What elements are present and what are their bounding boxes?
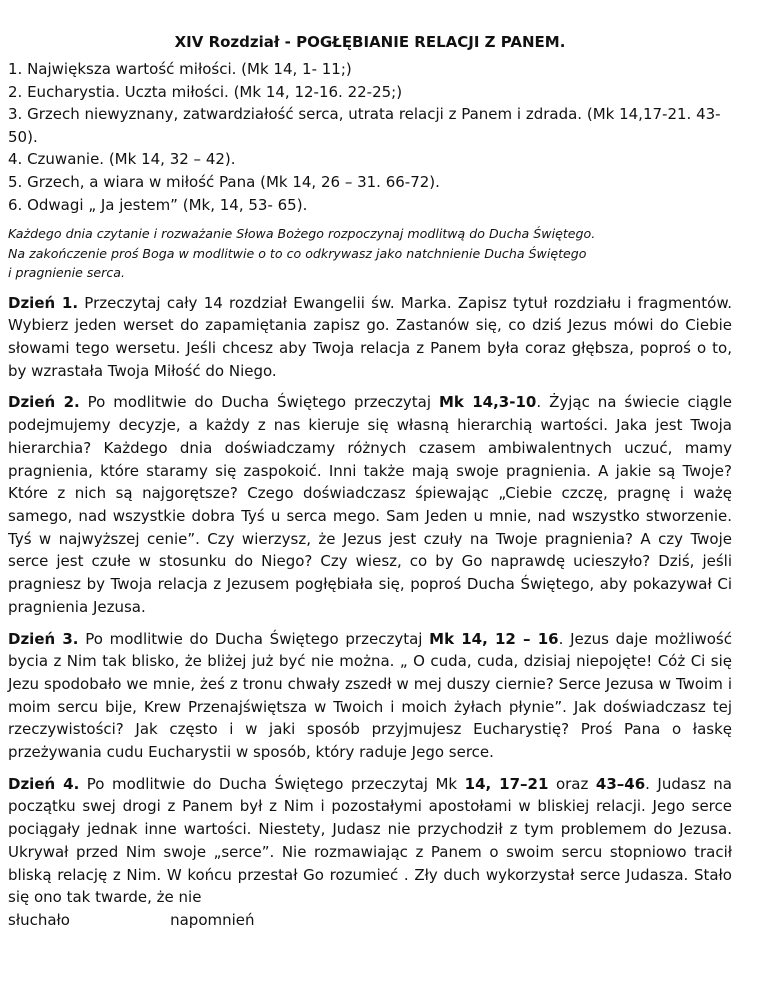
day-1-paragraph <box>8 292 732 383</box>
day-label: Dzień 2. <box>8 393 80 412</box>
day-text-pre: Po modlitwie do Ducha Świętego przeczytaj <box>78 629 430 648</box>
scripture-reference: 14, 17–21 <box>464 774 549 793</box>
intro-line: i pragnienie serca. <box>8 265 125 281</box>
day-text-pre: Po modlitwie do Ducha Świętego przeczytaj Mk <box>79 774 465 793</box>
day-text-pre: Po modlitwie do Ducha Świętego przeczytaj <box>79 393 439 412</box>
intro-instruction <box>8 224 732 283</box>
chapter-title: XIV Rozdział - POGŁĘBIANIE RELACJI Z PANEM. <box>174 33 566 51</box>
day-text-mid: oraz <box>548 774 596 793</box>
topic-list <box>8 58 732 216</box>
day-label: Dzień 1. <box>8 293 79 312</box>
topic-item: 6. Odwagi „ Ja jestem” (Mk, 14, 53- 65). <box>8 195 308 214</box>
topic-item: 3. Grzech niewyznany, zatwardziałość serca, utrata relacji z Panem i zdrada. (Mk 14,17-21. 43-50). <box>8 105 721 146</box>
scripture-reference: Mk 14,3-10 <box>438 393 537 412</box>
topic-item: 5. Grzech, a wiara w miłość Pana (Mk 14, 26 – 31. 66-72). <box>8 172 440 191</box>
intro-line: Na zakończenie proś Boga w modlitwie o to co odkrywasz jako natchnienie Ducha Świętego <box>8 245 587 261</box>
scripture-reference: 43–46 <box>595 774 646 793</box>
topic-item: 1. Największa wartość miłości. (Mk 14, 1- 11;) <box>8 60 352 78</box>
day-label: Dzień 3. <box>8 629 79 648</box>
topic-item: 4. Czuwanie. (Mk 14, 32 – 42). <box>8 150 236 169</box>
day-4-paragraph <box>8 773 732 932</box>
day-text: . Żyjąc na świecie ciągle podejmujemy decyzje, a każdy z nas kieruje się własną hierarchią wartości. Jaka jest Twoja hierarchia? Każdego dnia doświadczamy różnych czasem ambiwalentnych uczuć, mamy pragnienia, które staramy się zaspokoić. Inni także mają swoje pragnienia. A jakie są Twoje? Które z nich są najgorętsze? Czego doświadczasz śpiewając „Ciebie czczę, pragnę i ważę samego, nad wszystkie dobra Tyś u serca mego. Sam Jeden u mnie, nad wszystko stworzenie. Tyś w najwyższej cenie”. Czy wierzysz, że Jezus jest czuły na Twoje pragnienia? A czy Twoje serce jest czułe w stosunku do Niego? Czy wiesz, co by Go naprawdę ucieszyło? Dziś, jeśli pragniesz by Twoja relacja z Jezusem pogłębiała się, poproś Ducha Świętego, aby pokazywał Ci pragnienia Jezusa. <box>8 393 733 616</box>
day-text: . Jezus daje możliwość bycia z Nim tak blisko, że bliżej już być nie można. „ O cuda, cuda, dzisiaj niepojęte! Cóż Ci się Jezu spodobało we mnie, żeś z tronu chwały zszedł w mej duszy ciernie? Serce Jezusa w Twoim i moim sercu bije, Krew Przenajświętsza w Twoich i moich żyłach płynie”. Jak doświadczasz tej rzeczywistości? Jak często i w jaki sposób przyjmujesz Eucharystię? Proś Pana o łaskę przeżywania cudu Eucharystii w sposób, który raduje Jego serce. <box>8 629 732 762</box>
intro-line: Każdego dnia czytanie i rozważanie Słowa Bożego rozpoczynaj modlitwą do Ducha Świętego. <box>8 226 596 242</box>
day-text: Przeczytaj cały 14 rozdział Ewangelii św. Marka. Zapisz tytuł rozdziału i fragmentów. Wybierz jeden werset do zapamiętania zapisz go. Zastanów się, co dziś Jezus mówi do Ciebie słowami tego wersetu. Jeśli chcesz aby Twoja relacja z Panem była coraz głębsza, poproś o to, by wzrastała Twoja Miłość do Niego. <box>8 293 732 380</box>
day-label: Dzień 4. <box>8 774 80 793</box>
document-page <box>8 0 732 932</box>
topic-item: 2. Eucharystia. Uczta miłości. (Mk 14, 12-16. 22-25;) <box>8 82 403 101</box>
day-3-paragraph <box>8 628 732 764</box>
scripture-reference: Mk 14, 12 – 16 <box>429 629 559 648</box>
day-text-last-line: słuchało napomnień <box>8 910 255 929</box>
day-text: . Judasz na początku swej drogi z Panem był z Nim i pozostałymi apostołami w bliskiej relacji. Jego serce pociągały jednak inne wartości. Niestety, Judasz nie przychodził z tym problemem do Jezusa. Ukrywał przed Nim swoje „serce”. Nie rozmawiając z Panem o swoim sercu stopniowo tracił bliską relację z Nim. W końcu przestał Go rozumieć . Zły duch wykorzystał serce Judasza. Stało się ono tak twarde, że nie <box>8 774 732 907</box>
day-2-paragraph <box>8 391 732 618</box>
